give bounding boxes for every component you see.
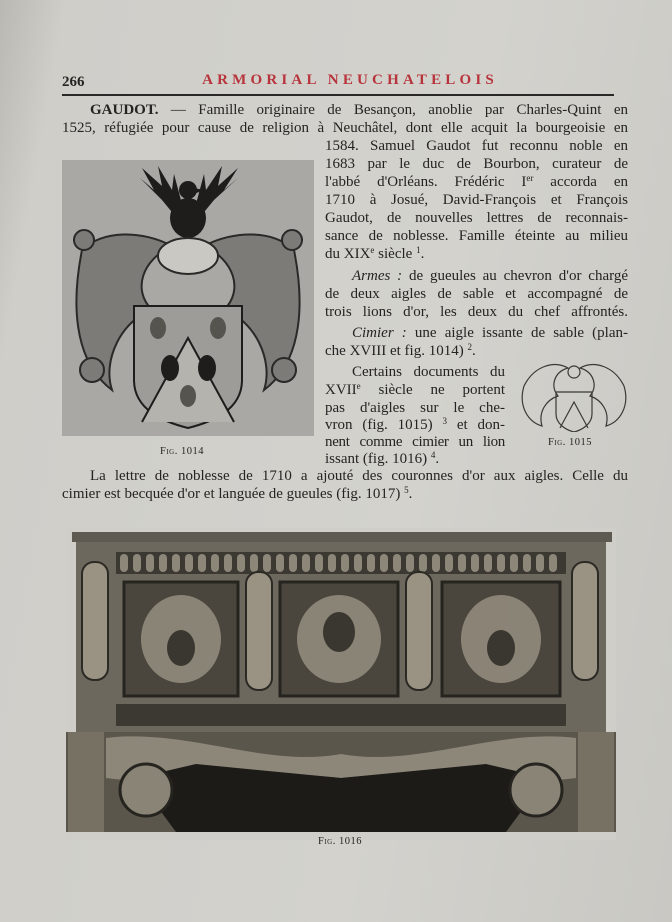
text-line (352, 267, 628, 285)
text-line: 1710 à Josué, David-François et François (325, 192, 628, 208)
text-line: Certains documents du (352, 364, 505, 380)
chest-flute (393, 554, 401, 572)
armes-label: Armes : (352, 268, 403, 284)
chest-flute (198, 554, 206, 572)
text-span: une aigle issante de sable (plan- (406, 325, 628, 341)
text-line (325, 381, 505, 399)
figure-caption-1015: Fig. 1015 (548, 437, 592, 448)
chest-flute (406, 554, 414, 572)
text-span: du XIX (325, 246, 371, 262)
superscript: er (526, 173, 534, 183)
chest-flute (549, 554, 557, 572)
text-span: issant (fig. 1016) (325, 451, 431, 467)
cimier-label: Cimier : (352, 325, 407, 341)
chest-flute (237, 554, 245, 572)
coat-of-arms-figure-1015 (518, 356, 630, 432)
chest-flute (510, 554, 518, 572)
text-span: . (408, 486, 413, 502)
text-line (90, 101, 628, 119)
text-span: de gueules au chevron d'or chargé (402, 268, 628, 284)
chest-flute (289, 554, 297, 572)
chest-flute (536, 554, 544, 572)
chest-flute (354, 554, 362, 572)
text-line: trois lions d'or, les deux du chef affrontés. (325, 304, 628, 320)
chest-flute (211, 554, 219, 572)
text-line (325, 245, 628, 263)
footnote-ref: 1 (416, 245, 421, 255)
chest-flute (484, 554, 492, 572)
chest-flute (276, 554, 284, 572)
chest-flute (185, 554, 193, 572)
chest-flute (445, 554, 453, 572)
chest-flute (497, 554, 505, 572)
chest-flute (432, 554, 440, 572)
text-line (325, 450, 505, 468)
text-span: — Famille originaire de Besançon, anoblie par Charles-Quint en (158, 102, 628, 118)
text-span: et don- (446, 417, 505, 433)
footnote-ref: 3 (442, 416, 447, 426)
text-span: . (420, 246, 425, 262)
text-span: che XVIII et fig. 1014) (325, 343, 468, 359)
carved-chest-figure-1016 (66, 528, 616, 840)
figure-caption-1016: Fig. 1016 (318, 836, 362, 847)
text-line: Gaudot, de nouvelles lettres de reconnais- (325, 210, 628, 226)
superscript: e (356, 381, 361, 391)
text-line (352, 324, 628, 342)
page-number: 266 (62, 74, 85, 90)
text-line: 1525, réfugiée pour cause de religion à Neuchâtel, dont elle acquit la bourgeoisie en (62, 120, 628, 136)
chest-flute (250, 554, 258, 572)
text-line: pas d'aigles sur le che- (325, 400, 505, 416)
text-line (325, 416, 505, 434)
chest-flute (458, 554, 466, 572)
chest-flute (471, 554, 479, 572)
text-span: . (435, 451, 440, 467)
running-title: ARMORIAL NEUCHATELOIS (202, 72, 498, 88)
text-line: de deux aigles de sable et accompagné de (325, 286, 628, 302)
footnote-ref: 2 (467, 342, 472, 352)
chest-flute (341, 554, 349, 572)
text-line: La lettre de noblesse de 1710 a ajouté des couronnes d'or aux aigles. Celle du (90, 468, 628, 484)
chest-flute (172, 554, 180, 572)
text-line: sance de noblesse. Famille éteinte au milieu (325, 228, 628, 244)
text-span: XVII (325, 382, 357, 398)
chest-flute (159, 554, 167, 572)
chest-flute (120, 554, 128, 572)
chest-flute (315, 554, 323, 572)
text-line (62, 485, 628, 503)
text-line: nent comme cimier un lion (325, 434, 505, 450)
text-span: accorda en (533, 174, 628, 190)
chest-flute (419, 554, 427, 572)
chest-flute (224, 554, 232, 572)
chest-flute (263, 554, 271, 572)
text-span: . (471, 343, 476, 359)
chest-flute (367, 554, 375, 572)
header-rule (62, 94, 614, 96)
text-line (325, 173, 628, 191)
text-line: 1683 par le duc de Bourbon, curateur de (325, 156, 628, 172)
footnote-ref: 5 (404, 485, 409, 495)
text-line: 1584. Samuel Gaudot fut reconnu noble en (325, 138, 628, 154)
text-span: l'abbé d'Orléans. Frédéric I (325, 174, 527, 190)
entry-name: GAUDOT. (90, 102, 159, 118)
coat-of-arms-figure-1014 (62, 160, 314, 436)
chest-flute (328, 554, 336, 572)
figure-caption-1014: Fig. 1014 (160, 446, 204, 457)
text-span: cimier est becquée d'or et languée de gueules (fig. 1017) (62, 486, 405, 502)
text-span: siècle ne portent (360, 382, 505, 398)
text-span: vron (fig. 1015) (325, 417, 443, 433)
superscript: e (370, 245, 375, 255)
chest-flute (133, 554, 141, 572)
chest-flute (302, 554, 310, 572)
text-span: siècle (374, 246, 417, 262)
footnote-ref: 4 (430, 450, 436, 460)
chest-flute (380, 554, 388, 572)
chest-flute (523, 554, 531, 572)
chest-flute (146, 554, 154, 572)
